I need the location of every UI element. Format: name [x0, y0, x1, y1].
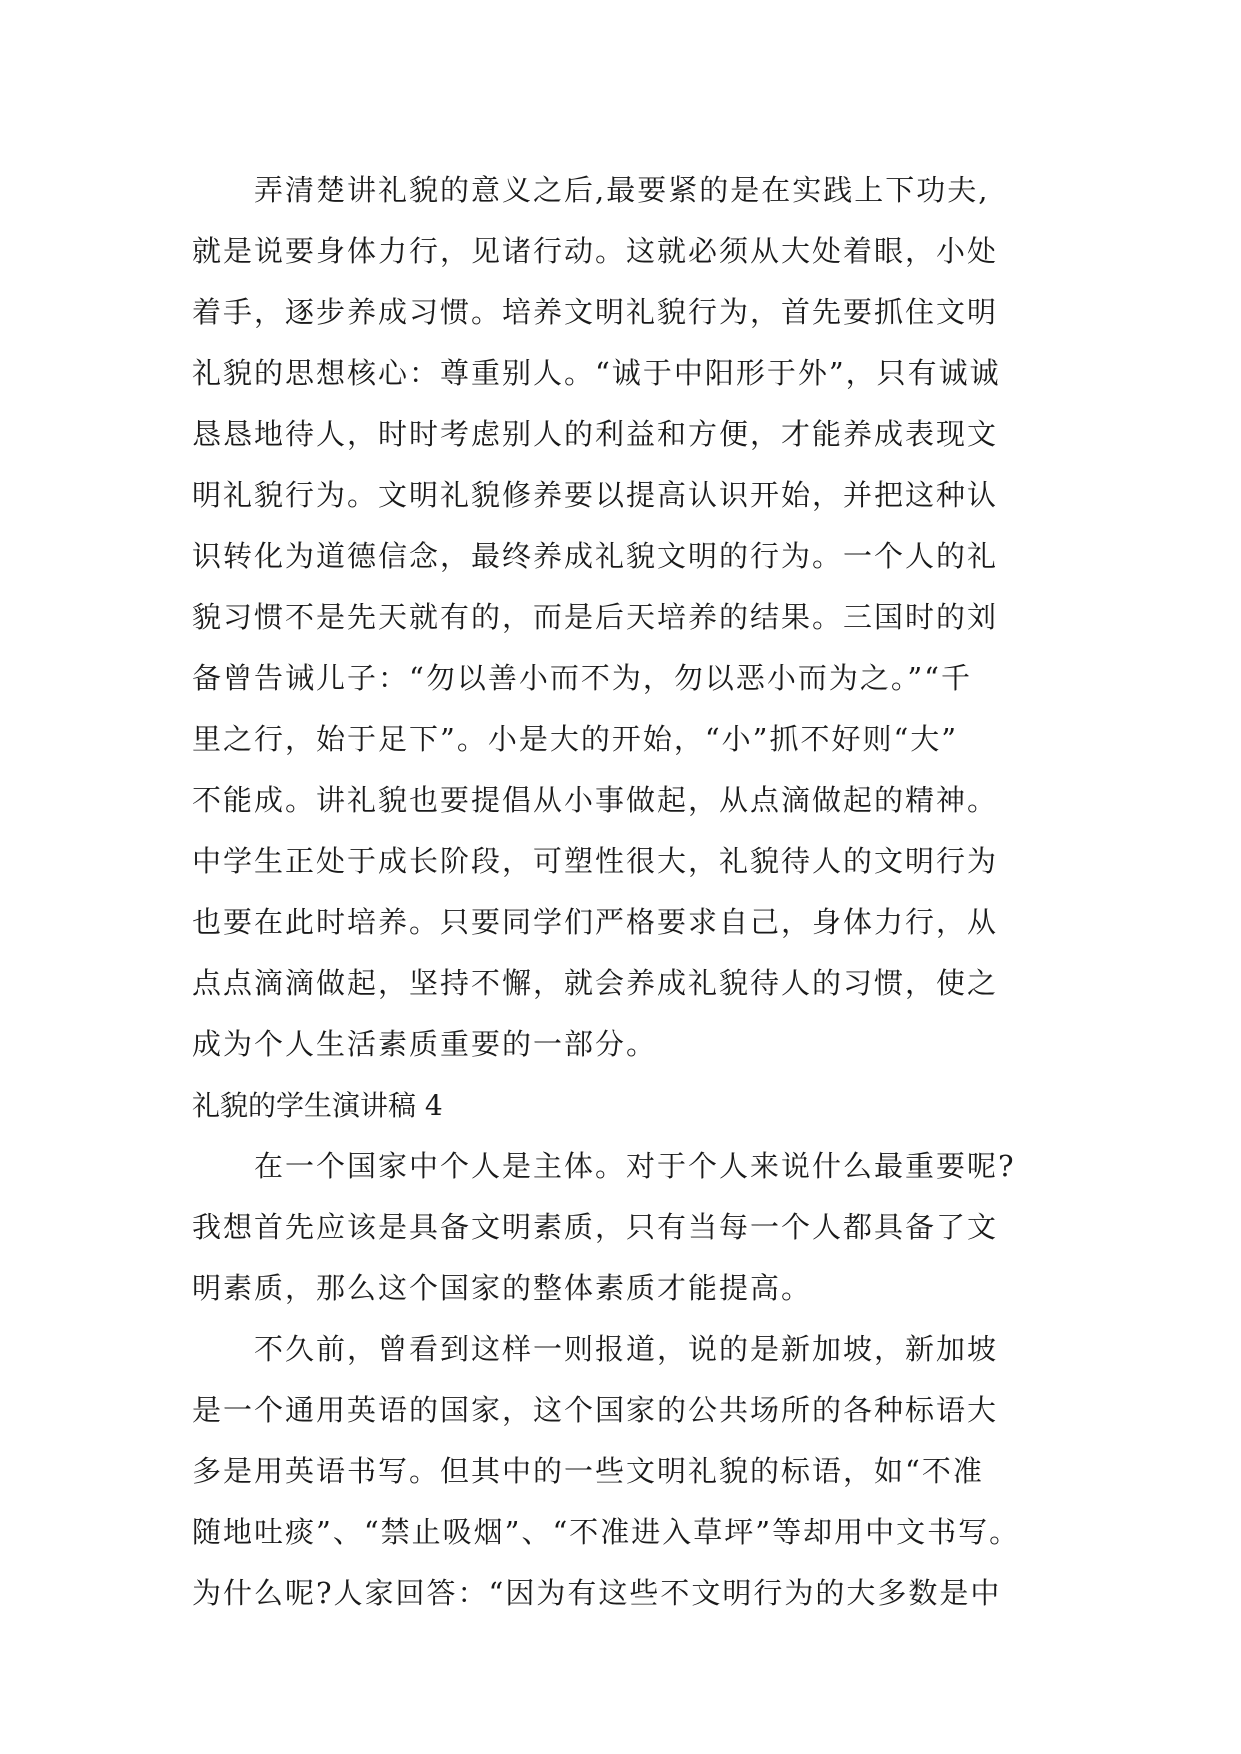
text-line: 也要在此时培养。只要同学们严格要求自己，身体力行，从: [192, 905, 999, 939]
text-line: 明素质，那么这个国家的整体素质才能提高。: [192, 1271, 813, 1305]
text-line: 着手，逐步养成习惯。培养文明礼貌行为，首先要抓住文明: [192, 295, 999, 329]
text-line: 弄清楚讲礼貌的意义之后,最要紧的是在实践上下功夫,: [192, 173, 990, 207]
text-line: 不能成。讲礼貌也要提倡从小事做起，从点滴做起的精神。: [192, 783, 999, 817]
document-body: [192, 160, 1082, 1624]
text-line: 恳恳地待人，时时考虑别人的利益和方便，才能养成表现文: [192, 417, 999, 451]
text-line: 多是用英语书写。但其中的一些文明礼貌的标语，如“不准: [192, 1454, 984, 1488]
text-line: 点点滴滴做起，坚持不懈，就会养成礼貌待人的习惯，使之: [192, 966, 999, 1000]
text-line: 识转化为道德信念，最终养成礼貌文明的行为。一个人的礼: [192, 539, 999, 573]
text-line: 成为个人生活素质重要的一部分。: [192, 1027, 658, 1061]
text-line: 貌习惯不是先天就有的，而是后天培养的结果。三国时的刘: [192, 600, 999, 634]
text-line: 里之行，始于足下”。小是大的开始，“小”抓不好则“大”: [192, 722, 959, 756]
text-line: 随地吐痰”、“禁止吸烟”、“不准进入草坪”等却用中文书写。: [192, 1515, 1021, 1549]
text-line: 就是说要身体力行，见诸行动。这就必须从大处着眼，小处: [192, 234, 999, 268]
text-line: 不久前，曾看到这样一则报道，说的是新加坡，新加坡: [192, 1332, 999, 1366]
text-line: 在一个国家中个人是主体。对于个人来说什么最重要呢?: [192, 1149, 1016, 1183]
text-line: 明礼貌行为。文明礼貌修养要以提高认识开始，并把这种认: [192, 478, 999, 512]
text-line: 我想首先应该是具备文明素质，只有当每一个人都具备了文: [192, 1210, 999, 1244]
text-line: 为什么呢?人家回答：“因为有这些不文明行为的大多数是中: [192, 1576, 1002, 1610]
text-line: 礼貌的思想核心：尊重别人。“诚于中阳形于外”，只有诚诚: [192, 356, 1001, 390]
text-line: 备曾告诫儿子：“勿以善小而不为，勿以恶小而为之。”“千: [192, 661, 972, 695]
section-heading: 礼貌的学生演讲稿 4: [192, 1089, 443, 1122]
text-line: 是一个通用英语的国家，这个国家的公共场所的各种标语大: [192, 1393, 999, 1427]
text-line: 中学生正处于成长阶段，可塑性很大，礼貌待人的文明行为: [192, 844, 999, 878]
